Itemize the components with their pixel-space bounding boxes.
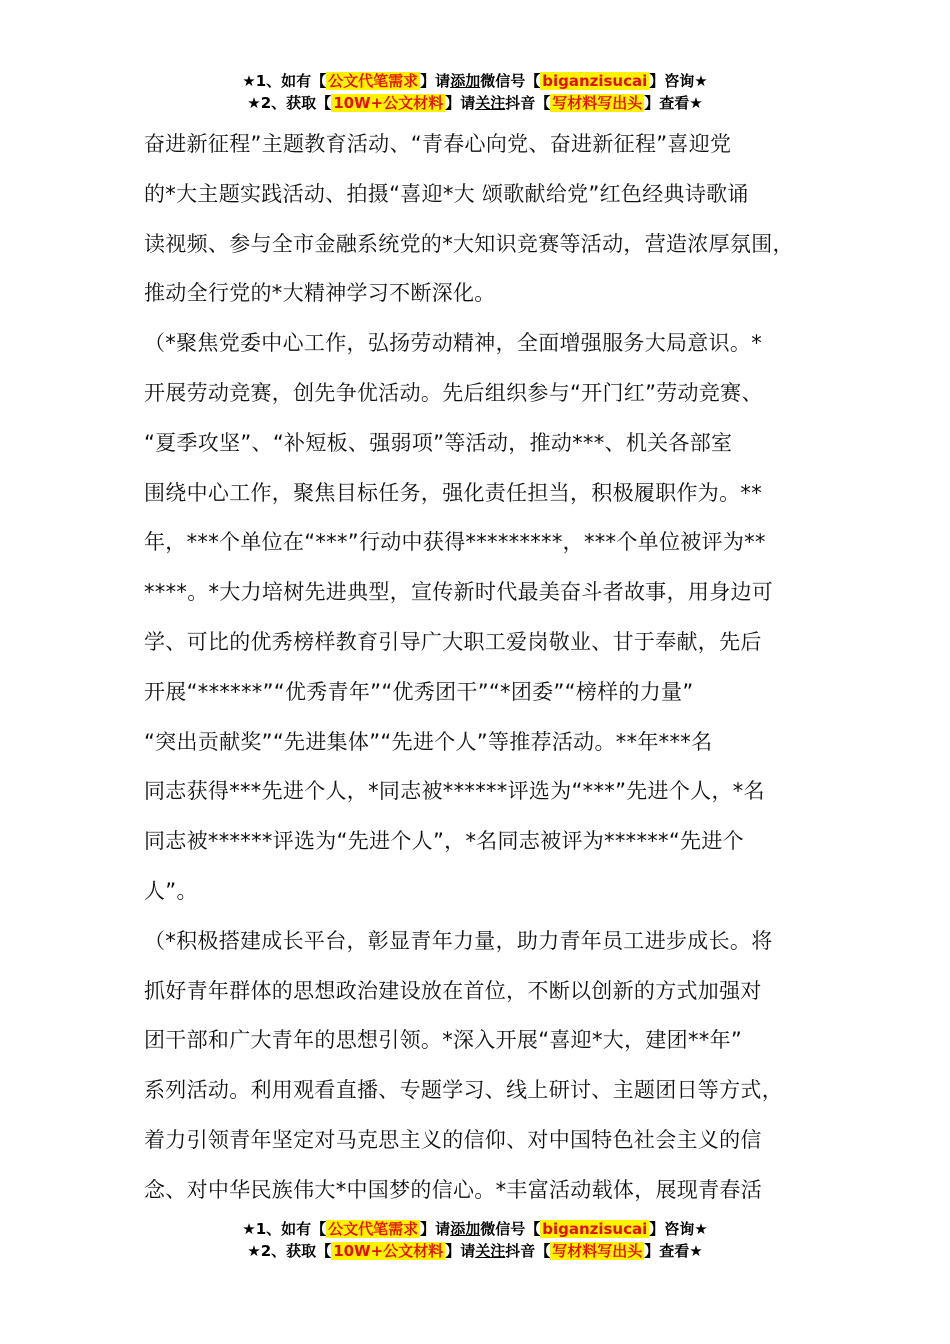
text-line: 同志被******评选为“先进个人”，*名同志被评为******“先进个 [144,829,744,854]
text-line: 抓好青年群体的思想政治建设放在首位，不断以创新的方式加强对 [144,978,762,1003]
banner-text: 】查看★ [644,1242,703,1260]
banner-text: ★2、获取【 [247,1242,332,1260]
banner-text: ★1、如有【 [242,72,327,90]
text-line: （*聚焦党委中心工作，弘扬劳动精神，全面增强服务大局意识。* [144,331,762,356]
text-line: “夏季攻坚”、“补短板、强弱项”等活动，推动***、机关各部室 [144,430,733,455]
banner-text: 】查看★ [644,94,703,112]
banner-text: 微信号【 [480,72,541,90]
text-line: 着力引领青年坚定对马克思主义的信仰、对中国特色社会主义的信 [144,1127,762,1152]
text-line: ****。*大力培树先进典型，宣传新时代最美奋斗者故事，用身边可 [144,580,774,605]
banner-highlight: 10W+公文材料 [333,94,444,112]
text-line: 的*大主题实践活动、拍摄“喜迎*大 颂歌献给党”红色经典诗歌诵 [144,181,749,206]
text-line: 开展“******”“优秀青年”“优秀团干”“*团委”“榜样的力量” [144,679,694,704]
banner-text: 抖音【 [505,94,551,112]
text-line: 推动全行党的*大精神学习不断深化。 [144,281,496,306]
banner-text: 微信号【 [480,1220,541,1238]
text-line: “突出贡献奖”“先进集体”“先进个人”等推荐活动。**年***名 [144,729,713,754]
banner-underlined-text: 关注 [475,94,506,112]
footer-banner [0,1218,950,1262]
banner-line-2 [0,1240,950,1262]
header-banner [0,70,950,114]
banner-text: 】请 [420,72,451,90]
banner-underlined-text: 添加 [450,72,481,90]
banner-line-1 [0,1218,950,1240]
text-line: 人”。 [144,878,198,903]
banner-highlight: 10W+公文材料 [333,1242,444,1260]
banner-highlight: 写材料写出头 [552,94,643,112]
banner-underlined-text: 关注 [475,1242,506,1260]
text-line: 年，***个单位在“***”行动中获得*********，***个单位被评为** [144,530,766,555]
text-line: 念、对中华民族伟大*中国梦的信心。*丰富活动载体，展现青春活 [144,1177,762,1202]
text-line: 开展劳动竞赛，创先争优活动。先后组织参与“开门红”劳动竞赛、 [144,380,763,405]
banner-text: 】咨询★ [649,72,708,90]
banner-text: 】请 [445,94,476,112]
text-line: 围绕中心工作，聚焦目标任务，强化责任担当，积极履职作为。** [144,480,762,505]
banner-highlight: 公文代笔需求 [328,1220,419,1238]
banner-text: 】请 [420,1220,451,1238]
banner-highlight: biganzisucai [542,1220,648,1238]
text-line: 学、可比的优秀榜样教育引导广大职工爱岗敬业、甘于奉献，先后 [144,629,762,654]
banner-line-2 [0,92,950,114]
text-line: 奋进新征程”主题教育活动、“青春心向党、奋进新征程”喜迎党 [144,132,732,156]
text-line: （*积极搭建成长平台，彰显青年力量，助力青年员工进步成长。将 [144,928,773,953]
banner-highlight: 公文代笔需求 [328,72,419,90]
text-line: 同志获得***先进个人，*同志被******评选为“***”先进个人，*名 [144,779,765,804]
banner-text: 抖音【 [505,1242,551,1260]
banner-text: 】请 [445,1242,476,1260]
banner-text: ★1、如有【 [242,1220,327,1238]
banner-underlined-text: 添加 [450,1220,481,1238]
text-line: 团干部和广大青年的思想引领。*深入开展“喜迎*大，建团**年” [144,1028,743,1053]
banner-highlight: biganzisucai [542,72,648,90]
banner-line-1 [0,70,950,92]
document-body [144,120,834,1216]
banner-text: ★2、获取【 [247,94,332,112]
banner-highlight: 写材料写出头 [552,1242,643,1260]
banner-text: 】咨询★ [649,1220,708,1238]
text-line: 系列活动。利用观看直播、专题学习、线上研讨、主题团日等方式， [144,1078,783,1103]
text-line: 读视频、参与全市金融系统党的*大知识竞赛等活动，营造浓厚氛围， [144,231,794,256]
